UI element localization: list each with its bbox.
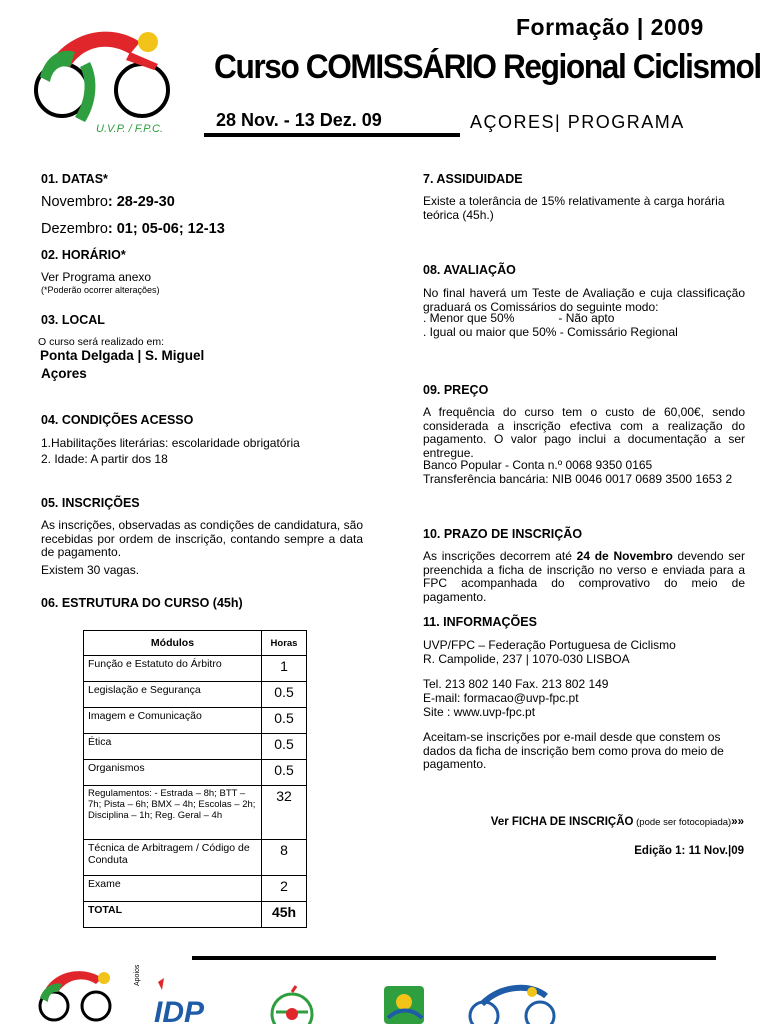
- module-name: Técnica de Arbitragem / Código de Conduta: [84, 840, 262, 876]
- table-header-row: [84, 631, 307, 656]
- module-name: Regulamentos: - Estrada – 8h; BTT – 7h; Pista – 6h; BMX – 4h; Escolas – 2h; Disciplina – 1h; Reg. Geral – 4h: [84, 786, 262, 840]
- table-row: [84, 682, 307, 708]
- table-row: [84, 840, 307, 876]
- info-address: R. Campolide, 237 | 1070-030 LISBOA: [423, 652, 630, 666]
- local-region: Açores: [41, 366, 87, 381]
- header-rule: [204, 133, 460, 137]
- programa-label: AÇORES| PROGRAMA: [470, 112, 685, 132]
- section-datas-title: 01. DATAS*: [41, 172, 108, 186]
- module-name: Imagem e Comunicação: [84, 708, 262, 734]
- svg-text:U.V.P. / F.P.C.: U.V.P. / F.P.C.: [96, 123, 164, 135]
- section-inscricoes-title: 05. INSCRIÇÕES: [41, 496, 140, 510]
- edicao-label: Edição 1: 11 Nov.|09: [634, 845, 744, 857]
- table-row: [84, 876, 307, 902]
- svg-text:IDP: IDP: [154, 996, 205, 1024]
- module-name: Exame: [84, 876, 262, 902]
- module-hours: 1: [262, 656, 307, 682]
- footer-rule: [192, 956, 716, 960]
- col-horas: Horas: [262, 631, 307, 656]
- table-total-row: [84, 902, 307, 928]
- module-hours: 0.5: [262, 682, 307, 708]
- horario-note: (*Poderão ocorrer alterações): [41, 285, 160, 295]
- condicoes-line1: 1.Habilitações literárias: escolaridade obrigatória: [41, 436, 300, 450]
- datas-novembro: Novembro: 28-29-30: [41, 194, 175, 210]
- table-row: [84, 760, 307, 786]
- ficha-link[interactable]: Ver FICHA DE INSCRIÇÃO (pode ser fotocopiada)»»: [490, 816, 744, 828]
- info-note: Aceitam-se inscrições por e-mail desde que constem os dados da ficha de inscrição bem como prova do meio de pagamento.: [423, 730, 724, 771]
- preco-bank: Banco Popular - Conta n.º 0068 9350 0165: [423, 458, 653, 472]
- module-hours: 32: [262, 786, 307, 840]
- formacao-year: Formação | 2009: [516, 14, 704, 40]
- inscricoes-vagas: Existem 30 vagas.: [41, 563, 140, 577]
- total-value: 45h: [262, 902, 307, 928]
- info-site[interactable]: Site : www.uvp-fpc.pt: [423, 705, 536, 719]
- section-local-title: 03. LOCAL: [41, 313, 105, 327]
- module-hours: 2: [262, 876, 307, 902]
- preco-nib: Transferência bancária: NIB 0046 0017 0689 3500 1653 2: [423, 472, 733, 486]
- avaliacao-line2: . Igual ou maior que 50% - Comissário Regional: [423, 325, 678, 339]
- avaliacao-text: No final haverá um Teste de Avaliação e cuja classificação graduará os Comissários do seguinte modo:: [423, 286, 745, 314]
- apoios-label: Apoios: [134, 964, 141, 986]
- module-hours: 0.5: [262, 734, 307, 760]
- info-email[interactable]: E-mail: formacao@uvp-fpc.pt: [423, 691, 579, 705]
- col-modulos: Módulos: [84, 631, 262, 656]
- datas-dezembro: Dezembro: 01; 05-06; 12-13: [41, 221, 225, 237]
- section-preco-title: 09. PREÇO: [423, 383, 489, 397]
- table-row: [84, 656, 307, 682]
- condicoes-line2: 2. Idade: A partir dos 18: [41, 452, 168, 466]
- avaliacao-line1: . Menor que 50% - Não apto: [423, 311, 615, 325]
- total-label: TOTAL: [84, 902, 262, 928]
- module-hours: 0.5: [262, 760, 307, 786]
- prazo-text: As inscrições decorrem até 24 de Novembro devendo ser preenchida a ficha de inscrição no verso e enviada para a FPC acompanhada do comprovativo do meio de pagamento.: [423, 549, 745, 604]
- section-assiduidade-title: 7. ASSIDUIDADE: [423, 172, 523, 186]
- section-condicoes-title: 04. CONDIÇÕES ACESSO: [41, 413, 194, 427]
- sponsor-emblem-logo: [262, 984, 322, 1024]
- module-name: Legislação e Segurança: [84, 682, 262, 708]
- inscricoes-text: As inscrições, observadas as condições de candidatura, são recebidas por ordem de inscrição, contando sempre a data de pagamento.: [41, 518, 363, 559]
- cyclist-logo: [462, 984, 562, 1024]
- table-row: [84, 708, 307, 734]
- module-name: Organismos: [84, 760, 262, 786]
- section-avaliacao-title: 08. AVALIAÇÃO: [423, 263, 516, 277]
- azores-logo: [378, 984, 430, 1024]
- preco-text: A frequência do curso tem o custo de 60,00€, sendo considerada a inscrição efectiva com a realização do pagamento. O valor pago inclui a documentação a ser entregue.: [423, 405, 745, 460]
- section-informacoes-title: 11. INFORMAÇÕES: [423, 615, 537, 629]
- local-intro: O curso será realizado em:: [38, 336, 165, 348]
- local-place: Ponta Delgada | S. Miguel: [40, 348, 205, 363]
- module-name: Ética: [84, 734, 262, 760]
- section-horario-title: 02. HORÁRIO*: [41, 248, 126, 262]
- uvp-fpc-footer-logo: [36, 966, 116, 1024]
- modules-table: [83, 630, 307, 928]
- info-phone: Tel. 213 802 140 Fax. 213 802 149: [423, 677, 609, 691]
- course-dates: 28 Nov. - 13 Dez. 09: [216, 110, 382, 130]
- uvp-fpc-logo: [30, 22, 180, 140]
- idp-logo: [150, 976, 230, 1024]
- section-prazo-title: 10. PRAZO DE INSCRIÇÃO: [423, 527, 583, 541]
- horario-text: Ver Programa anexo: [41, 270, 152, 284]
- module-name: Função e Estatuto do Árbitro: [84, 656, 262, 682]
- page-title: Curso COMISSÁRIO Regional Ciclismol: [214, 48, 761, 86]
- module-hours: 8: [262, 840, 307, 876]
- assiduidade-text: Existe a tolerância de 15% relativamente à carga horária teórica (45h.): [423, 194, 725, 222]
- info-org: UVP/FPC – Federação Portuguesa de Ciclismo: [423, 638, 676, 652]
- table-row: [84, 734, 307, 760]
- module-hours: 0.5: [262, 708, 307, 734]
- table-row: [84, 786, 307, 840]
- section-estrutura-title: 06. ESTRUTURA DO CURSO (45h): [41, 596, 243, 610]
